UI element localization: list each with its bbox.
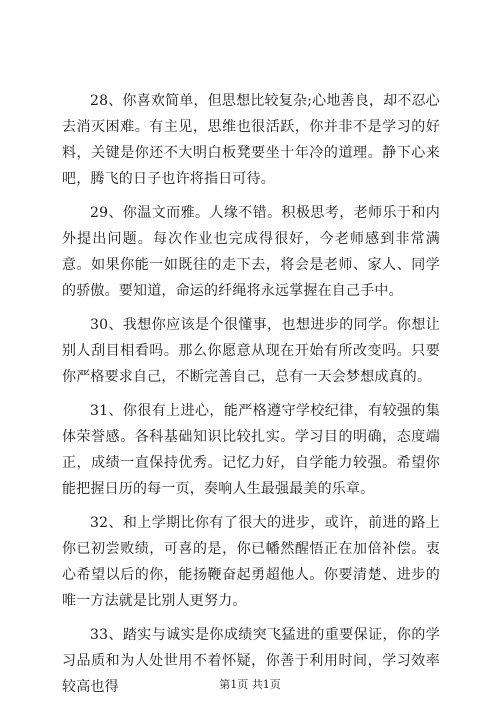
paragraph-28: 28、你喜欢简单，但思想比较复杂;心地善良，却不忍心去消灭困难。有主见，思维也很活跃，你并非不是学习的好料，关键是你还不大明白板凳要坐十年冷的道理。静下心来吧，腾飞的日子也许将指日可待。 xyxy=(62,93,440,187)
page-footer: 第1页 共1页 xyxy=(219,678,281,691)
paragraph-30: 30、我想你应该是个很懂事，也想进步的同学。你想让别人刮目相看吗。那么你愿意从现在开始有所改变吗。只要你严格要求自己，不断完善自己，总有一天会梦想成真的。 xyxy=(62,317,440,385)
document-body xyxy=(62,88,440,708)
paragraph-32: 32、和上学期比你有了很大的进步，或许，前进的路上你已初尝败绩，可喜的是，你已幡然醒悟正在加倍补偿。衷心希望以后的你，能扬鞭奋起勇超他人。你要清楚、进步的唯一方法就是比别人更努力。 xyxy=(62,515,440,609)
paragraph-31: 31、你很有上进心，能严格遵守学校纪律，有较强的集体荣誉感。各科基础知识比较扎实。学习目的明确，态度端正，成绩一直保持优秀。记忆力好，自学能力较强。希望你能把握日历的每一页，奏响人生最强最美的乐章。 xyxy=(62,403,440,497)
paragraph-29: 29、你温文而雅。人缘不错。积极思考，老师乐于和内外提出问题。每次作业也完成得很好，今老师感到非常满意。如果你能一如既往的走下去，将会是老师、家人、同学的骄傲。要知道，命运的纤绳将永远掌握在自己手中。 xyxy=(62,205,440,299)
paragraph-33: 33、踏实与诚实是你成绩突飞猛进的重要保证，你的学习品质和为人处世用不着怀疑，你善于利用时间，学习效率较高也得 xyxy=(62,627,440,695)
